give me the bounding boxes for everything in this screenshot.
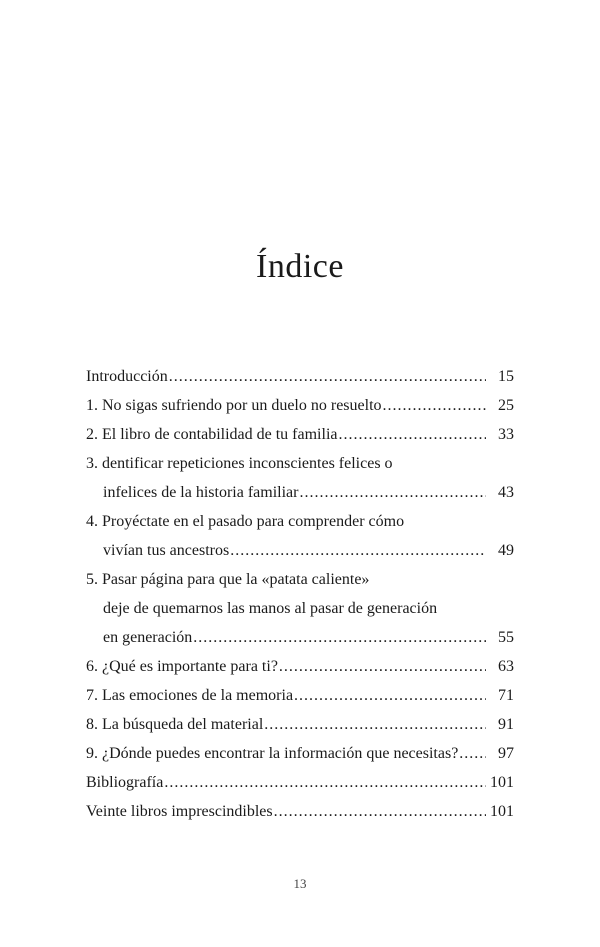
toc-entry [86,739,514,768]
toc-entry-title: 8. La búsqueda del material [86,716,264,733]
dot-leader [279,652,486,681]
toc-entry-title-continuation: vivían tus ancestros [103,542,230,559]
toc-page-number: 49 [498,542,514,559]
dot-leader [164,768,486,797]
toc-entry-title: 5. Pasar página para que la «patata caliente» [86,571,370,588]
toc-entry [86,710,514,739]
toc-entry [86,391,514,420]
toc-page-number: 101 [490,803,514,820]
page-title: Índice [256,248,344,285]
toc-page-number: 97 [498,745,514,762]
dot-leader [299,478,486,507]
toc-page-number: 43 [498,484,514,501]
dot-leader [383,391,486,420]
toc-entry-title: 3. dentificar repeticiones inconscientes felices o [86,455,393,472]
toc-entry-title: 4. Proyéctate en el pasado para comprender cómo [86,513,405,530]
toc-entry-title: 2. El libro de contabilidad de tu familia [86,426,338,443]
toc-entry-title: Veinte libros imprescindibles [86,803,273,820]
toc-page-number: 71 [498,687,514,704]
toc-entry [86,449,514,507]
dot-leader [274,797,486,826]
toc-entry [86,507,514,565]
toc-entry-title: 7. Las emociones de la memoria [86,687,294,704]
toc-entry [86,797,514,826]
folio-page-number: 13 [293,876,307,891]
toc-entry-title: Introducción [86,368,168,385]
toc-entry-title: 6. ¿Qué es importante para ti? [86,658,278,675]
toc-page-number: 55 [498,629,514,646]
dot-leader [338,420,486,449]
dot-leader [193,623,486,652]
toc-entry-title-continuation: en generación [103,629,193,646]
toc-page-number: 25 [498,397,514,414]
toc-page-number: 91 [498,716,514,733]
toc-entry [86,565,514,652]
toc-entry-title-continuation: deje de quemarnos las manos al pasar de generación [103,600,438,617]
toc-entry [86,652,514,681]
toc-entry [86,420,514,449]
toc-entry-title: 1. No sigas sufriendo por un duelo no resuelto [86,397,382,414]
toc-page-number: 15 [498,368,514,385]
toc-entry-title-continuation: infelices de la historia familiar [103,484,299,501]
dot-leader [459,739,486,768]
toc-page-number: 33 [498,426,514,443]
toc-entry [86,681,514,710]
dot-leader [230,536,486,565]
dot-leader [294,681,486,710]
toc-entry-title: 9. ¿Dónde puedes encontrar la información que necesitas? [86,745,459,762]
toc-entry [86,362,514,391]
toc-entry [86,768,514,797]
toc-page-number: 101 [490,774,514,791]
dot-leader [169,362,486,391]
toc-entry-title: Bibliografía [86,774,164,791]
table-of-contents [86,362,514,826]
toc-page-number: 63 [498,658,514,675]
dot-leader [264,710,486,739]
